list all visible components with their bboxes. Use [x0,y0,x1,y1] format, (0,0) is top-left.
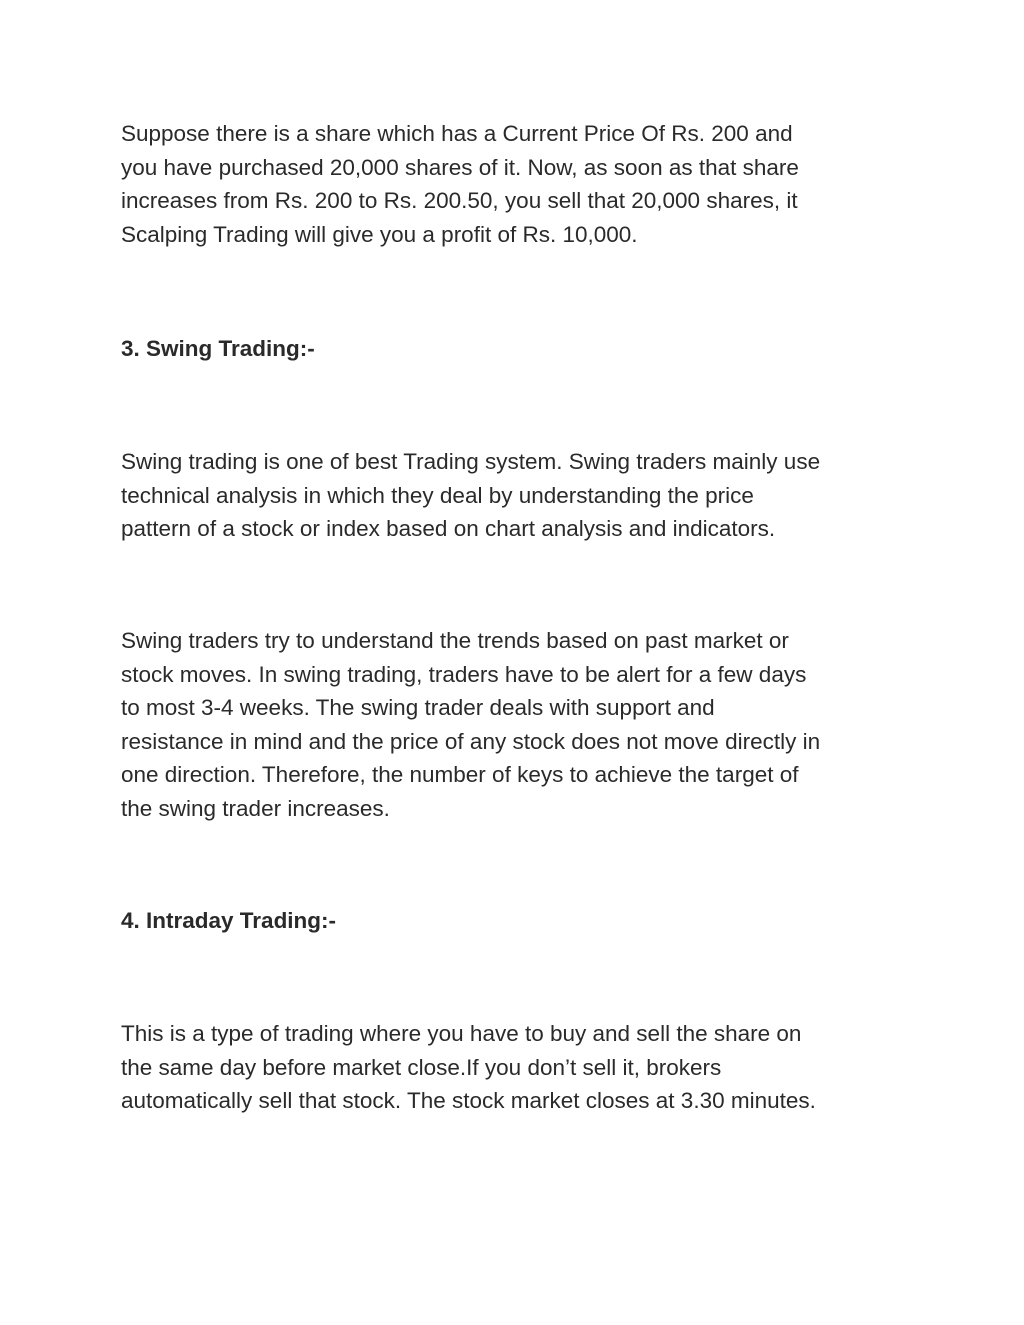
paragraph-line: Scalping Trading will give you a profit of Rs. 10,000. [121,221,638,247]
paragraph-line: the swing trader increases. [121,795,390,821]
paragraph-line: This is a type of trading where you have to buy and sell the share on [121,1021,802,1046]
paragraph-line: Swing trading is one of best Trading system. Swing traders mainly use [121,449,821,474]
section-heading-swing-trading: 3. Swing Trading:- [121,336,315,361]
paragraph-line: Swing traders try to understand the trends based on past market or [121,628,789,653]
paragraph-swing-details [121,624,921,825]
paragraph-line: you have purchased 20,000 shares of it. Now, as soon as that share [121,154,799,180]
paragraph-intraday [121,1017,921,1118]
paragraph-line: Suppose there is a share which has a Current Price Of Rs. 200 and [121,121,793,146]
paragraph-line: stock moves. In swing trading, traders have to be alert for a few days [121,661,807,687]
paragraph-line: to most 3-4 weeks. The swing trader deals with support and [121,695,715,720]
paragraph-swing-intro [121,445,921,546]
section-heading-intraday-trading: 4. Intraday Trading:- [121,908,337,933]
paragraph-line: technical analysis in which they deal by understanding the price [121,482,754,508]
paragraph-scalping-example [121,117,921,251]
paragraph-line: resistance in mind and the price of any stock does not move directly in [121,728,821,754]
paragraph-line: one direction. Therefore, the number of keys to achieve the target of [121,762,799,787]
paragraph-line: increases from Rs. 200 to Rs. 200.50, you sell that 20,000 shares, it [121,188,798,213]
paragraph-line: pattern of a stock or index based on chart analysis and indicators. [121,516,776,541]
paragraph-line: the same day before market close.If you don’t sell it, brokers [121,1054,722,1080]
paragraph-line: automatically sell that stock. The stock market closes at 3.30 minutes. [121,1088,816,1113]
